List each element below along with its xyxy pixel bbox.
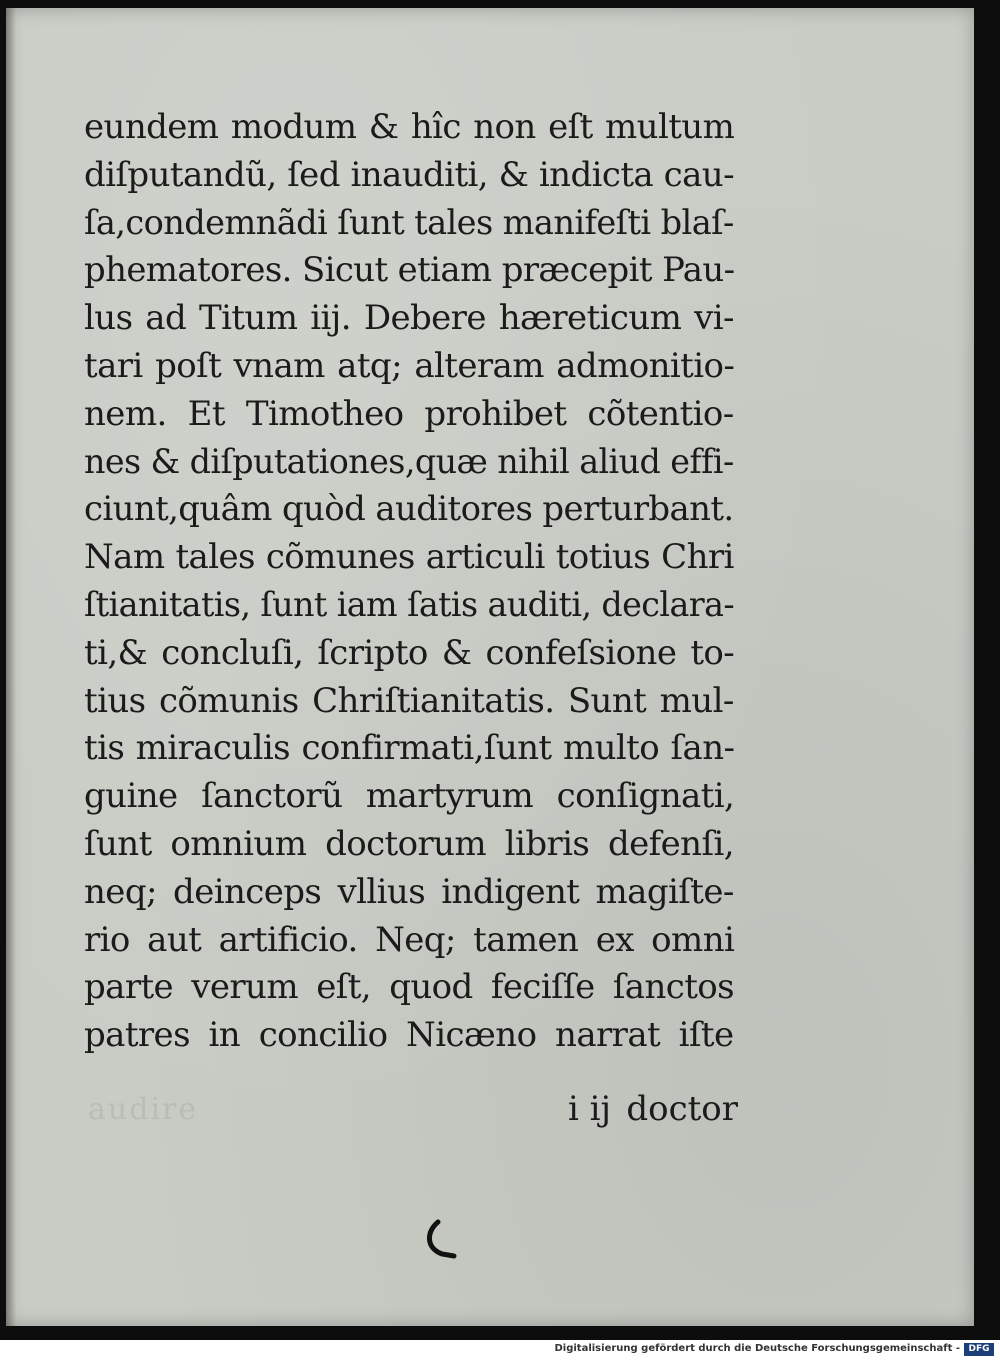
dfg-logo-icon: DFG — [964, 1343, 994, 1356]
credit-bar — [0, 1340, 1000, 1360]
text-line: rio aut artificio. Neq; tamen ex omni — [84, 919, 735, 960]
text-line: diſputandũ, ſed inauditi, & indicta cau- — [84, 154, 734, 195]
text-line: parte verum eſt, quod feciſſe ſanctos — [84, 967, 734, 1008]
bleed-through-ghost-text: audire — [88, 1092, 199, 1127]
page-gutter-shadow — [6, 8, 16, 1326]
text-line: nes & diſputationes,quæ nihil aliud effi- — [84, 441, 734, 482]
text-line: Nam tales cõmunes articuli totius Chri — [84, 537, 734, 578]
text-line: ſunt omnium doctorum libris defenſi, — [84, 823, 734, 864]
text-line: patres in concilio Nicæno narrat iſte — [84, 1015, 734, 1056]
signature-mark: i ij — [568, 1089, 612, 1129]
main-text-block — [84, 104, 744, 1060]
text-line: tius cõmunis Chriſtianitatis. Sunt mul- — [84, 680, 734, 721]
page-footer-line — [84, 1085, 744, 1133]
text-line: tis miraculis confirmati,ſunt multo ſan- — [84, 728, 735, 769]
catchword: doctor — [626, 1089, 738, 1129]
text-line: ſa,condemnãdi ſunt tales manifeſti blaſ- — [84, 202, 734, 243]
text-line: neq; deinceps vllius indigent magiſte- — [84, 871, 734, 912]
text-line: lus ad Titum iij. Debere hæreticum vi- — [84, 298, 734, 339]
text-line: ſtianitatis, ſunt iam ſatis auditi, declara- — [84, 584, 735, 625]
text-line: ciunt,quâm quòd auditores perturbant. — [84, 489, 734, 530]
text-line: ti,& concluſi, ſcripto & confeſsione to- — [84, 632, 735, 673]
text-line: eundem modum & hîc non eſt multum — [84, 107, 735, 147]
text-line: phematores. Sicut etiam præcepit Pau- — [84, 250, 735, 291]
text-line: guine ſanctorũ martyrum conſignati, — [84, 776, 735, 817]
ink-mark-icon — [420, 1218, 460, 1262]
credit-text: Digitalisierung gefördert durch die Deutsche Forschungsgemeinschaft - — [554, 1343, 960, 1354]
text-line: tari poſt vnam atq; alteram admonitio- — [84, 345, 735, 386]
text-line: nem. Et Timotheo prohibet cõtentio- — [84, 393, 734, 434]
